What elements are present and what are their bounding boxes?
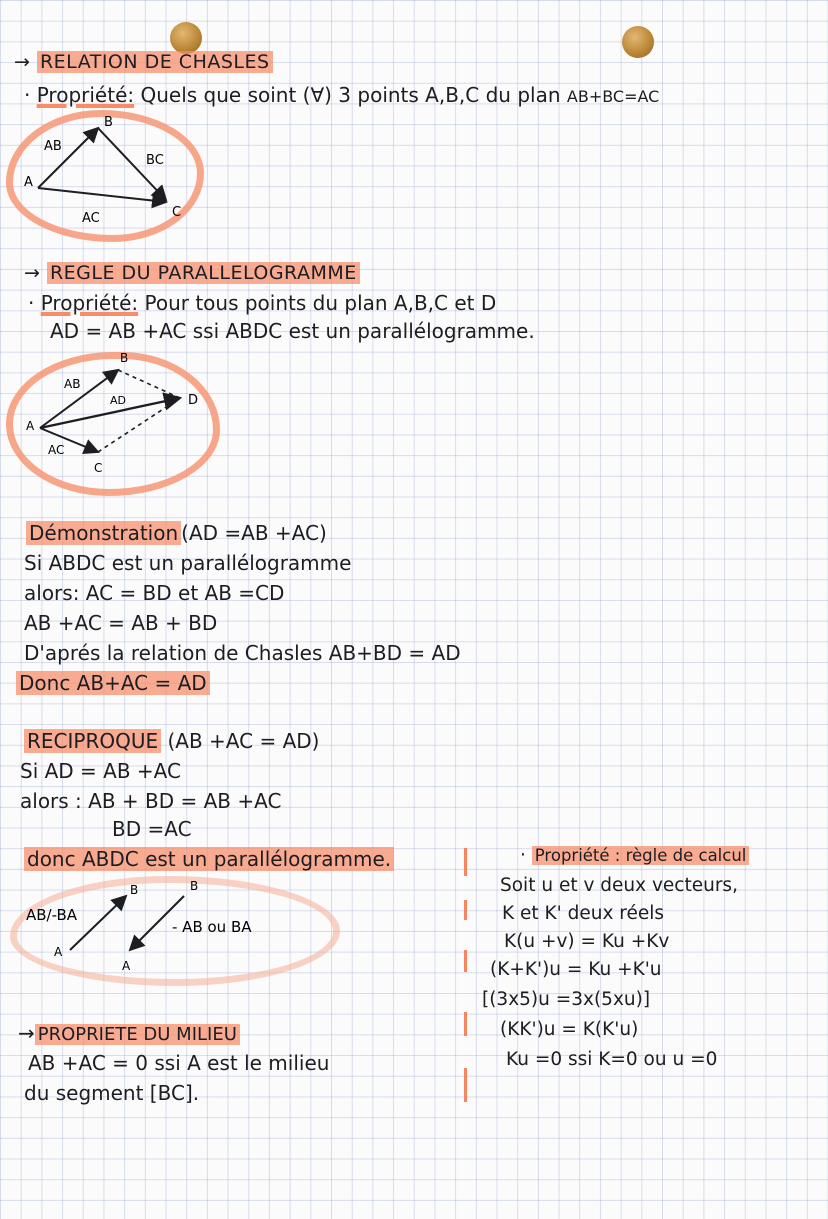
- dashed-bd: [118, 370, 180, 398]
- point-label-c: C: [94, 461, 103, 475]
- column-divider-mid3: [464, 1012, 467, 1036]
- reciproque-conclusion: donc ABDC est un parallélogramme.: [24, 847, 394, 871]
- vector-label-bc: BC: [146, 153, 164, 168]
- point-label-d: D: [188, 393, 199, 408]
- chasles-prop-formula: AB+BC=AC: [566, 87, 660, 106]
- vector-label-ad: AD: [110, 394, 126, 407]
- arrow-right-icon: →: [14, 51, 31, 73]
- parallelogram-property: · Propriété: Pour tous points du plan A,B,C et D: [28, 291, 497, 315]
- point-label-b: B: [104, 115, 113, 130]
- parallelogram-prop-text: Pour tous points du plan A,B,C et D: [144, 291, 497, 315]
- calc-line-2: K et K' deux réels: [502, 903, 665, 924]
- milieu-title-text: PROPRIETE DU MILIEU: [35, 1024, 240, 1045]
- vector-label-ac: AC: [82, 211, 100, 226]
- demo-line-5: [16, 672, 210, 694]
- point-label-c: C: [172, 205, 182, 220]
- calc-line-3: K(u +v) = Ku +Kv: [504, 931, 670, 952]
- column-divider-mid2: [464, 950, 467, 972]
- column-divider-bottom: [464, 1068, 467, 1102]
- point-label-a2: A: [122, 959, 131, 973]
- parallelogram-line2: AD = AB +AC ssi ABDC est un parallélogramme.: [50, 319, 535, 343]
- parallelogram-figure: [0, 340, 230, 500]
- vector-ac: [38, 188, 166, 202]
- reciproque-title-formula: (AB +AC = AD): [167, 729, 320, 753]
- chasles-prop-label: Propriété:: [36, 83, 135, 107]
- demo-title: [26, 522, 327, 544]
- reciproque-line-1: Si AD = AB +AC: [20, 759, 181, 783]
- milieu-line-1: AB +AC = 0 ssi A est le milieu: [28, 1051, 330, 1075]
- vector-ab-arrow: [70, 896, 126, 950]
- point-label-a1: A: [54, 945, 63, 959]
- chasles-property: · Propriété: Quels que soint (∀) 3 points A,B,C du plan AB+BC=AC: [24, 83, 660, 107]
- binder-hole-right: [622, 26, 654, 58]
- parallelogram-prop-label: Propriété:: [40, 291, 139, 315]
- calc-line-6: (KK')u = K(K'u): [500, 1019, 639, 1040]
- demo-line-2: alors: AC = BD et AB =CD: [24, 581, 285, 605]
- milieu-title: [18, 1022, 240, 1045]
- demo-line-1: Si ABDC est un parallélogramme: [24, 551, 352, 575]
- vector-label-ab-ba: AB/-BA: [26, 906, 78, 924]
- column-divider-mid: [464, 900, 467, 920]
- demo-title-text: Démonstration: [26, 521, 181, 545]
- demo-line-3: AB +AC = AB + BD: [24, 611, 218, 635]
- reciproque-line-2: alors : AB + BD = AB +AC: [20, 789, 282, 813]
- vector-label-ac: AC: [48, 443, 65, 457]
- calc-title: · Propriété : règle de calcul: [520, 846, 749, 866]
- opposite-vector-figure: [0, 866, 340, 976]
- point-label-b1: B: [130, 883, 139, 897]
- calc-line-7: Ku =0 ssi K=0 ou u =0: [506, 1049, 718, 1070]
- milieu-line-2: du segment [BC].: [24, 1081, 200, 1105]
- point-label-b2: B: [190, 879, 199, 893]
- parallelogram-title-text: REGLE DU PARALLELOGRAMME: [47, 262, 360, 284]
- arrow-right-icon: →: [18, 1021, 35, 1045]
- reciproque-title-text: RECIPROQUE: [24, 729, 161, 753]
- chasles-prop-text: Quels que soint (∀) 3 points A,B,C du plan: [140, 83, 561, 107]
- calc-line-5: [(3x5)u =3x(5xu)]: [482, 989, 651, 1010]
- reciproque-title: [24, 730, 319, 752]
- vector-label-minus-ab: - AB ou BA: [172, 918, 252, 936]
- arrow-right-icon: →: [24, 262, 41, 284]
- vector-label-ab: AB: [44, 139, 62, 154]
- point-label-a: A: [26, 419, 35, 433]
- demo-conclusion: Donc AB+AC = AD: [16, 671, 210, 695]
- section-chasles-title: [14, 52, 273, 73]
- calc-line-4: (K+K')u = Ku +K'u: [490, 959, 662, 980]
- demo-line-4: D'aprés la relation de Chasles AB+BD = AD: [24, 641, 461, 665]
- column-divider-top: [464, 848, 467, 876]
- section-parallelogram-title: [24, 263, 360, 284]
- point-label-b: B: [120, 351, 129, 365]
- binder-hole-left: [170, 22, 202, 54]
- vector-ab: [38, 128, 98, 188]
- chasles-title-text: RELATION DE CHASLES: [37, 51, 273, 73]
- reciproque-line-3: BD =AC: [112, 817, 192, 841]
- vector-label-ab: AB: [64, 377, 81, 391]
- demo-title-formula: (AD =AB +AC): [181, 521, 327, 545]
- point-label-a: A: [24, 175, 33, 190]
- chasles-triangle-figure: [0, 100, 220, 240]
- calc-line-1: Soit u et v deux vecteurs,: [500, 875, 738, 896]
- calc-title-text: Propriété : règle de calcul: [532, 846, 750, 865]
